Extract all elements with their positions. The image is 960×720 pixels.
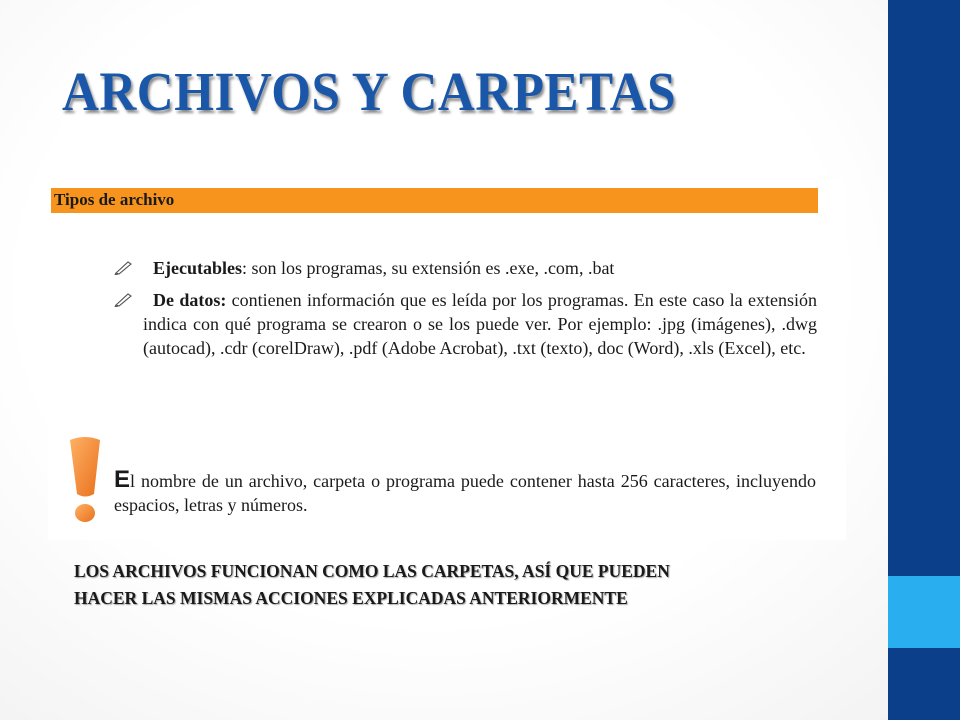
exclamation-icon (64, 436, 108, 524)
section-header-label: Tipos de archivo (54, 190, 175, 209)
note-body: l nombre de un archivo, carpeta o programa puede contener hasta 256 caracteres, incluyendo espacios, letras y números. (114, 471, 816, 515)
bullet-term: Ejecutables (153, 258, 242, 278)
right-decor-accent (888, 576, 960, 648)
note-lead-letter: E (114, 466, 131, 493)
section-header-bar (51, 188, 818, 213)
footer-note-line1: LOS ARCHIVOS FUNCIONAN COMO LAS CARPETAS, ASÍ QUE PUEDEN (74, 561, 670, 581)
pencil-icon (114, 259, 134, 275)
footer-note-line2: HACER LAS MISMAS ACCIONES EXPLICADAS ANTERIORMENTE (74, 588, 628, 608)
bullet-data-files (143, 288, 817, 360)
bullet-body: : son los programas, su extensión es .exe, .com, .bat (242, 258, 615, 278)
pencil-icon (114, 291, 134, 307)
bullet-body: contienen información que es leída por los programas. En este caso la extensión indica con qué programa se crearon o se los puede ver. Por ejemplo: .jpg (imágenes), .dwg (autocad), .cdr (corelDraw), .pdf (Adobe Acrobat), .txt (texto), doc (Word), .xls (Excel), etc. (143, 290, 817, 358)
footer-note (74, 558, 854, 612)
bullet-executables (153, 256, 833, 280)
document-excerpt (48, 178, 846, 540)
note-text (114, 468, 816, 517)
right-decor-bar (888, 0, 960, 720)
bullet-term: De datos: (153, 290, 227, 310)
slide-title: ARCHIVOS Y CARPETAS (62, 61, 677, 122)
